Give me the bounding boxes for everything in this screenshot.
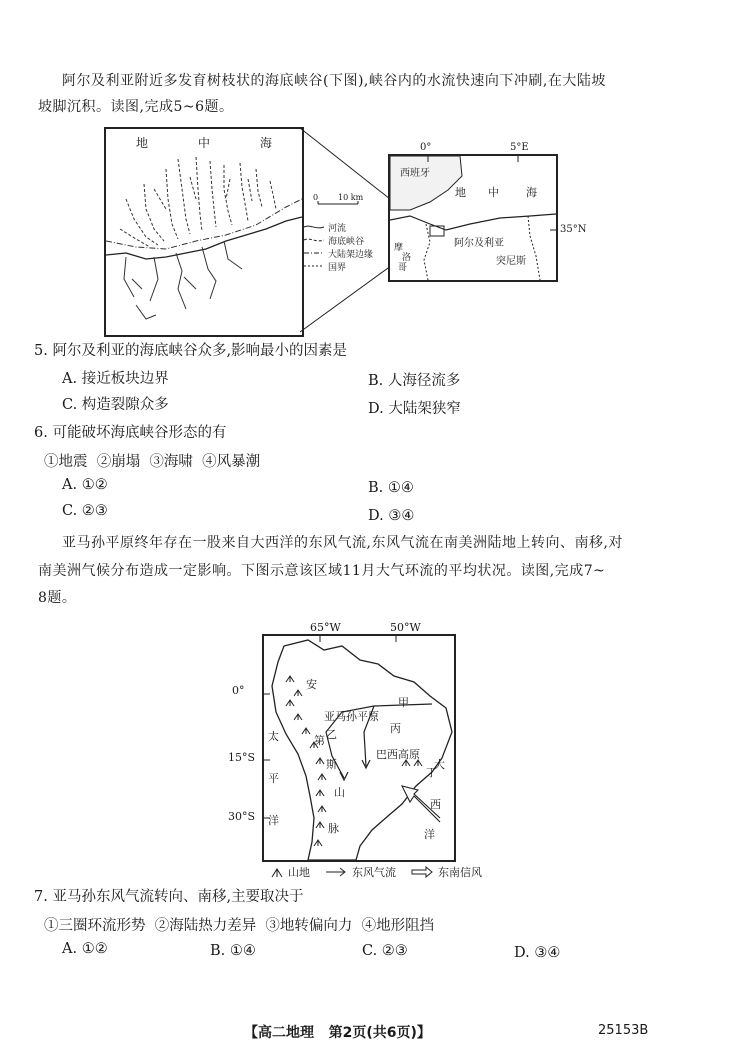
andes-char-3: 斯 [326,758,337,771]
inset-algeria: 阿尔及利亚 [454,238,504,249]
inset-tunisia: 突尼斯 [496,256,526,267]
amazon-plain-label: 亚马孙平原 [324,710,379,723]
q5-option-b[interactable]: B. 人海径流多 [368,373,461,389]
lon-50w-label: 50°W [390,621,421,634]
page-footer: 【高二地理 第2页(共6页)】 [244,1025,431,1041]
q7-option-d[interactable]: D. ③④ [514,945,561,961]
q5-option-a[interactable]: A. 接近板块边界 [62,371,169,387]
legend-river: 河流 [328,224,347,234]
q7-option-a[interactable]: A. ①② [62,941,108,957]
algeria-inset-svg [390,156,556,280]
map1-legend-svg [302,192,386,287]
q6-stem: 6. 可能破坏海底峡谷形态的有 [34,425,227,441]
q5-stem: 5. 阿尔及利亚的海底峡谷众多,影响最小的因素是 [34,343,348,359]
point-yi: 乙 [326,728,337,741]
algeria-inset-map [388,154,558,282]
detail-sea-char-3: 海 [260,136,273,150]
inset-lon-5e: 5°E [510,142,529,153]
map2-legend [270,864,482,880]
inset-sea-char-2: 中 [488,186,499,199]
brazil-plateau-label: 巴西高原 [376,748,420,761]
point-bing: 丙 [390,722,401,735]
hollow-arrow-icon [410,866,434,878]
inset-sea-char-1: 地 [455,186,466,199]
q6-option-a[interactable]: A. ①② [62,477,108,493]
lon-65w-label: 65°W [310,621,341,634]
q5-option-d[interactable]: D. 大陆架狭窄 [368,401,461,417]
intro1-line1: 阿尔及利亚附近多发育树枝状的海底峡谷(下图),峡谷内的水流快速向下冲刷,在大陆坡 [62,73,606,89]
inset-lat-35n: 35°N [560,224,587,235]
q7-option-b[interactable]: B. ①④ [210,943,256,959]
q6-items: ①地震 ②崩塌 ③海啸 ④风暴潮 [44,454,261,470]
intro1-line2: 坡脚沉积。读图,完成5~6题。 [38,99,234,115]
andes-char-1: 安 [306,678,317,691]
q6-option-c[interactable]: C. ②③ [62,503,108,519]
canyon-detail-map [104,127,304,337]
inset-sea-char-3: 海 [526,186,537,199]
inset-morocco-1: 摩 [394,243,404,253]
inset-morocco-3: 哥 [398,263,408,273]
andes-char-4: 山 [334,786,345,799]
inset-spain: 西班牙 [400,168,430,179]
lat-0-label: 0° [232,684,245,697]
atlantic-char-2: 西 [430,798,441,811]
q7-option-c[interactable]: C. ②③ [362,943,408,959]
atlantic-char-3: 洋 [424,828,435,841]
lat-15s-label: 15°S [228,751,256,764]
andes-char-5: 脉 [328,822,339,835]
legend-canyon: 海底峡谷 [328,237,365,247]
canyon-detail-svg [106,129,302,335]
inset-lon-0: 0° [420,142,432,153]
point-jia: 甲 [398,696,409,709]
mountain-icon [270,866,284,878]
inset-morocco-2: 洛 [402,253,412,263]
andes-char-2: 第 [314,734,325,747]
q6-option-d[interactable]: D. ③④ [368,508,415,524]
exam-code: 25153B [598,1023,649,1038]
legend-east-wind: 东风气流 [352,866,396,879]
q7-stem: 7. 亚马孙东风气流转向、南移,主要取决于 [34,889,304,905]
scale-zero-label: 0 [313,193,319,202]
legend-mountain: 山地 [288,866,310,879]
lat-30s-label: 30°S [228,810,256,823]
arrow-right-icon [324,866,348,878]
legend-se-trade: 东南信风 [438,866,482,879]
intro2-line1: 亚马孙平原终年存在一股来自大西洋的东风气流,东风气流在南美洲陆地上转向、南移,对 [62,535,623,551]
q6-option-b[interactable]: B. ①④ [368,480,414,496]
intro2-line2: 南美洲气候分布造成一定影响。下图示意该区域11月大气环流的平均状况。读图,完成7~ [38,563,606,579]
point-ding: 丁 [426,766,437,779]
detail-sea-char-2: 中 [198,136,211,150]
intro2-line3: 8题。 [38,590,77,606]
q7-items: ①三圈环流形势 ②海陆热力差异 ③地转偏向力 ④地形阻挡 [44,918,435,934]
legend-border: 国界 [328,263,347,273]
pacific-char-3: 洋 [268,814,279,827]
atlantic-char-1: 大 [434,758,445,771]
legend-shelf-edge: 大陆架边缘 [328,250,374,260]
scale-km-label: 10 km [338,193,364,202]
pacific-char-2: 平 [268,772,279,785]
detail-sea-char-1: 地 [136,136,149,150]
map1-legend [302,192,386,287]
pacific-char-1: 太 [268,730,279,743]
q5-option-c[interactable]: C. 构造裂隙众多 [62,397,169,413]
